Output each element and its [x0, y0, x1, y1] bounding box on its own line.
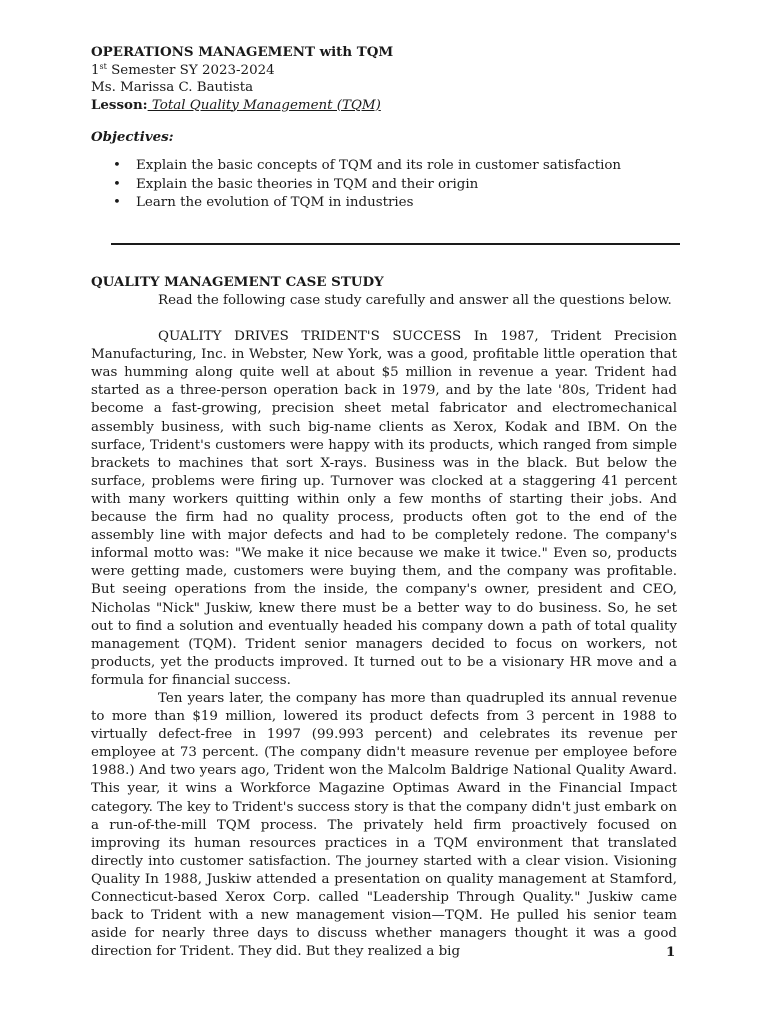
- objective-item: • Explain the basic concepts of TQM and its role in customer satisfaction: [91, 157, 621, 176]
- objective-item: • Learn the evolution of TQM in industries: [91, 194, 621, 213]
- lesson-label: Lesson:: [91, 96, 148, 113]
- document-header: [91, 44, 691, 114]
- instructor-name: Ms. Marissa C. Bautista: [91, 80, 254, 95]
- lesson-title: Total Quality Management (TQM): [147, 97, 381, 113]
- semester-ordinal-suffix: st: [99, 61, 107, 71]
- objectives-heading: Objectives:: [91, 129, 174, 145]
- objective-item: • Explain the basic theories in TQM and their origin: [91, 176, 621, 195]
- section-divider: [111, 243, 680, 245]
- case-study-paragraph: Ten years later, the company has more than quadrupled its annual revenue to more than $19 million, lowered its product defects from 3 percent in 1988 to virtually defect-free in 1997 (99.993 percent) and celebrates its revenue per employee at 73 percent. (The company didn't measure revenue per employee before 1988.) And two years ago, Trident won the Malcolm Baldrige National Quality Award. This year, it wins a Workforce Magazine Optimas Award in the Financial Impact category. The key to Trident's success story is that the company didn't just embark on a run-of-the-mill TQM process. The privately held firm proactively focused on improving its human resources practices in a TQM environment that translated directly into customer satisfaction. The journey started with a clear vision. Visioning Quality In 1988, Juskiw attended a presentation on quality management at Stamford, Connecticut-based Xerox Corp. called "Leadership Through Quality." Juskiw came back to Trident with a new management vision—TQM. He pulled his senior team aside for nearly three days to discuss whether managers thought it was a good direction for Trident. They did. But they realized a big: [91, 690, 677, 960]
- case-study-instruction: Read the following case study carefully and answer all the questions below.: [158, 293, 672, 308]
- case-study-heading: QUALITY MANAGEMENT CASE STUDY: [91, 274, 384, 290]
- semester-line: [91, 62, 691, 80]
- case-study-body: [91, 292, 677, 961]
- semester-text: Semester SY 2023-2024: [106, 62, 275, 78]
- course-title: OPERATIONS MANAGEMENT with TQM: [91, 44, 394, 60]
- semester-ordinal: 1: [91, 62, 100, 78]
- lesson-line: [91, 97, 691, 115]
- page-number: 1: [666, 944, 676, 960]
- case-study-paragraph: QUALITY DRIVES TRIDENT'S SUCCESS In 1987, Trident Precision Manufacturing, Inc. in Webster, New York, was a good, profitable little operation that was humming along quite well at about $5 million in revenue a year. Trident had started as a three-person operation back in 1979, and by the late '80s, Trident had become a fast-growing, precision sheet metal fabricator and electromechanical assembly business, with such big-name clients as Xerox, Kodak and IBM. On the surface, Trident's customers were happy with its products, which ranged from simple brackets to machines that sort X-rays. Business was in the black. But below the surface, problems were firing up. Turnover was clocked at a staggering 41 percent with many workers quitting within only a few months of starting their jobs. And because the firm had no quality process, products often got to the end of the assembly line with major defects and had to be completely redone. The company's informal motto was: "We make it nice because we make it twice." Even so, products were getting made, customers were buying them, and the company was profitable. But seeing operations from the inside, the company's owner, president and CEO, Nicholas "Nick" Juskiw, knew there must be a better way to do business. So, he set out to find a solution and eventually headed his company down a path of total quality management (TQM). Trident senior managers decided to focus on workers, not products, yet the products improved. It turned out to be a visionary HR move and a formula for financial success.: [91, 329, 677, 688]
- objectives-list: [91, 157, 621, 213]
